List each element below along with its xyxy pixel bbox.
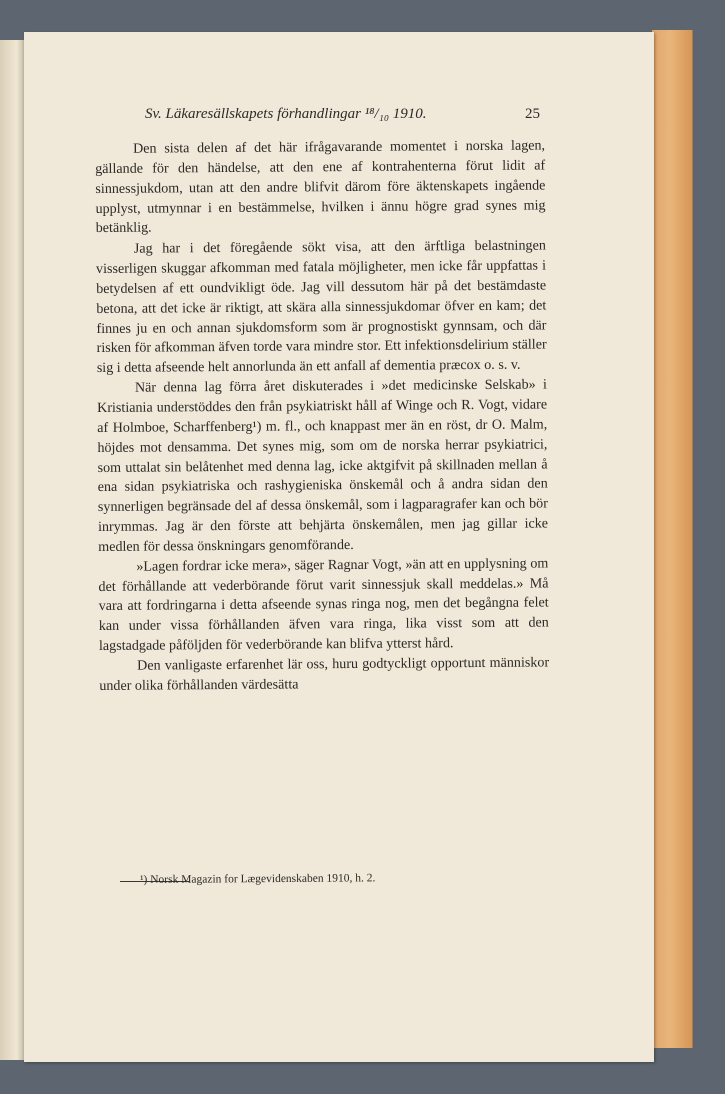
facing-page-edge (0, 40, 25, 1060)
running-title: Sv. Läkaresällskapets förhandlingar ¹⁸/₁₀ 1910. (145, 106, 427, 122)
body-text (95, 136, 549, 696)
paragraph-2: Jag har i det föregående sökt visa, att den ärftliga belastningen visserligen skuggar afkomman med fatala möjligheter, men icke får uppfattas i betydelsen af ett oundvikligt öde. Jag vill dessutom här på det bestämdaste betona, att det icke är riktigt, att skära alla sinnessjukdomar öfver en kam; det finnes ju en och annan sjukdomsform som är prognostiskt gynnsam, och där risken för afkomman äfven torde vara mindre stor. Ett infektionsdelirium ställer sig i detta afseende helt annorlunda än ett anfall af dementia præcox o. s. v. (95, 237, 547, 377)
paragraph-3: När denna lag förra året diskuterades i »det medicinske Selskab» i Kristiania understöddes den från psykiatriskt håll af Winge och R. Vogt, vidare af Holmboe, Scharffenberg¹) m. fl., och knappast mer än en röst, dr O. Malm, höjdes mot densamma. Det synes mig, som om de norska herrar psykiatrici, som uttalat sin belåtenhet med denna lag, icke aktgifvit på skillnaden mellan å ena sidan psykiatriska och rashygieniska önskemål och å andra sidan den synnerligen begränsade del af dessa önskemål, som i lagparagrafer kan och bör inrymmas. Jag är den förste att behjärta önskemålen, men jag gillar icke medlen för dessa önskningars genomförande. (97, 376, 549, 555)
page-header (100, 106, 540, 132)
footnote: ¹) Norsk Magazin for Lægevidenskaben 1910, h. 2. (140, 872, 376, 886)
paragraph-4: »Lagen fordrar icke mera», säger Ragnar Vogt, »än att en upplysning om det förhållande att vederbörande förut varit sinnessjuk skall meddelas.» Må vara att fordringarna i detta afseende synas ringa nog, men det begångna felet kan under vissa förhållanden äfven vara ringa, lika visst som att den lagstadgade påföljden för vederbörande kan blifva ytterst hård. (98, 555, 549, 655)
paragraph-1: Den sista delen af det här ifrågavarande momentet i norska lagen, gällande för den händelse, att den ene af kontrahenterna förut lidit af sinnessjukdom, utan att den andre blifvit därom före äktenskapets ingående upplyst, utmynnar i en bestämmelse, hvilken i ännu högre grad synes mig betänklig. (95, 137, 546, 237)
paragraph-5: Den vanligaste erfarenhet lär oss, huru godtyckligt opportunt människor under olika förhållanden värdesätta (99, 654, 550, 694)
page-number: 25 (525, 106, 540, 122)
page-stack-edge (652, 30, 693, 1048)
